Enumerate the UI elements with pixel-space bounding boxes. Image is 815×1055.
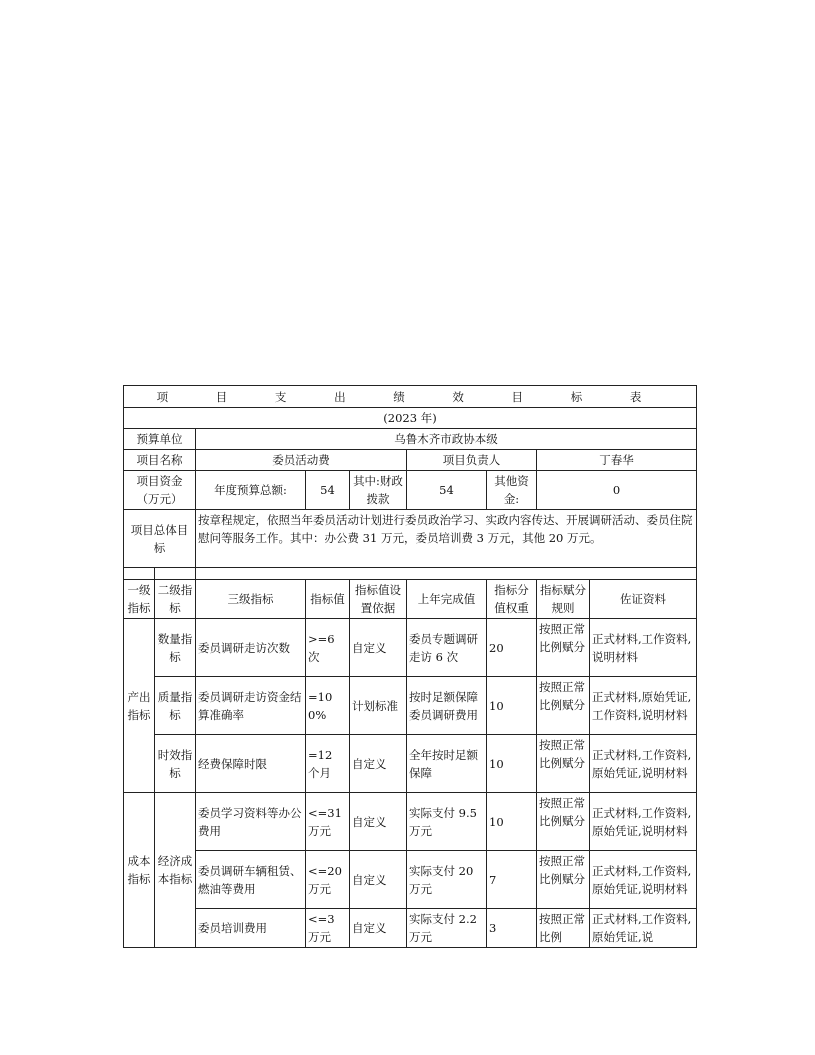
group-quantity: 数量指标 — [155, 619, 196, 677]
project-name-row — [124, 450, 697, 471]
row-evidence: 正式材料,工作资料,说明材料 — [590, 619, 697, 677]
row-basis: 自定义 — [350, 909, 407, 948]
table-row — [124, 851, 697, 909]
header-level1: 一级指标 — [124, 580, 155, 619]
header-value: 指标值 — [306, 580, 350, 619]
row-value: =12 个月 — [306, 735, 350, 793]
row-value: >=6 次 — [306, 619, 350, 677]
table-row — [124, 909, 697, 948]
group-cost: 成本指标 — [124, 793, 155, 948]
table-row — [124, 619, 697, 677]
row-rule: 按照正常比例赋分 — [537, 735, 590, 793]
fiscal-allocation-value: 54 — [407, 471, 487, 510]
header-evidence: 佐证资料 — [590, 580, 697, 619]
row-value: <=3 万元 — [306, 909, 350, 948]
spacer-cell — [196, 568, 697, 580]
budget-unit-label: 预算单位 — [124, 429, 196, 450]
header-level3: 三级指标 — [196, 580, 306, 619]
row-basis: 计划标准 — [350, 677, 407, 735]
project-leader-value: 丁春华 — [537, 450, 697, 471]
row-rule: 按照正常比例赋分 — [537, 619, 590, 677]
row-basis: 自定义 — [350, 793, 407, 851]
project-leader-label: 项目负责人 — [407, 450, 537, 471]
row-weight: 3 — [487, 909, 537, 948]
row-last-year: 委员专题调研走访 6 次 — [407, 619, 487, 677]
budget-unit-row — [124, 429, 697, 450]
row-value: <=31 万元 — [306, 793, 350, 851]
header-rule: 指标赋分规则 — [537, 580, 590, 619]
row-level3: 委员培训费用 — [196, 909, 306, 948]
row-value: <=20 万元 — [306, 851, 350, 909]
group-economic-cost: 经济成本指标 — [155, 793, 196, 948]
header-weight: 指标分值权重 — [487, 580, 537, 619]
project-funds-label: 项目资金（万元） — [124, 471, 196, 510]
row-level3: 经费保障时限 — [196, 735, 306, 793]
table-row — [124, 677, 697, 735]
row-last-year: 全年按时足额保障 — [407, 735, 487, 793]
row-last-year: 实际支付 20 万元 — [407, 851, 487, 909]
table-row — [124, 735, 697, 793]
row-weight: 10 — [487, 677, 537, 735]
row-weight: 20 — [487, 619, 537, 677]
performance-target-table — [123, 385, 697, 948]
table-row — [124, 793, 697, 851]
spacer-cell — [155, 568, 196, 580]
header-last-year: 上年完成值 — [407, 580, 487, 619]
row-last-year: 实际支付 2.2 万元 — [407, 909, 487, 948]
group-quality: 质量指标 — [155, 677, 196, 735]
header-row — [124, 580, 697, 619]
spacer-row — [124, 568, 697, 580]
row-value: =100% — [306, 677, 350, 735]
row-weight: 7 — [487, 851, 537, 909]
row-evidence: 正式材料,工作资料,原始凭证,说明材料 — [590, 735, 697, 793]
row-evidence: 正式材料,原始凭证,工作资料,说明材料 — [590, 677, 697, 735]
row-rule: 按照正常比例 — [537, 909, 590, 948]
overall-goal-text: 按章程规定，依照当年委员活动计划进行委员政治学习、实政内容传达、开展调研活动、委员住院慰问等服务工作。其中：办公费 31 万元，委员培训费 3 万元，其他 20 万元。 — [196, 510, 697, 568]
row-rule: 按照正常比例赋分 — [537, 793, 590, 851]
group-timeliness: 时效指标 — [155, 735, 196, 793]
row-level3: 委员调研车辆租赁、燃油等费用 — [196, 851, 306, 909]
header-basis: 指标值设置依据 — [350, 580, 407, 619]
row-level3: 委员调研走访资金结算准确率 — [196, 677, 306, 735]
overall-goal-row — [124, 510, 697, 568]
row-rule: 按照正常比例赋分 — [537, 677, 590, 735]
row-evidence: 正式材料,工作资料,原始凭证,说明材料 — [590, 793, 697, 851]
budget-unit-value: 乌鲁木齐市政协本级 — [196, 429, 697, 450]
row-evidence: 正式材料,工作资料,原始凭证,说 — [590, 909, 697, 948]
other-funds-value: 0 — [537, 471, 697, 510]
fiscal-allocation-label: 其中:财政拨款 — [350, 471, 407, 510]
row-basis: 自定义 — [350, 619, 407, 677]
row-last-year: 实际支付 9.5 万元 — [407, 793, 487, 851]
other-funds-label: 其他资金: — [487, 471, 537, 510]
project-name-label: 项目名称 — [124, 450, 196, 471]
row-weight: 10 — [487, 793, 537, 851]
annual-budget-label: 年度预算总额: — [196, 471, 306, 510]
year-row — [124, 408, 697, 429]
row-evidence: 正式材料,工作资料,原始凭证,说明材料 — [590, 851, 697, 909]
row-rule: 按照正常比例赋分 — [537, 851, 590, 909]
overall-goal-label: 项目总体目标 — [124, 510, 196, 568]
row-basis: 自定义 — [350, 851, 407, 909]
project-name-value: 委员活动费 — [196, 450, 407, 471]
row-basis: 自定义 — [350, 735, 407, 793]
group-output: 产出指标 — [124, 619, 155, 793]
header-level2: 二级指标 — [155, 580, 196, 619]
row-level3: 委员学习资料等办公费用 — [196, 793, 306, 851]
row-weight: 10 — [487, 735, 537, 793]
row-last-year: 按时足额保障委员调研费用 — [407, 677, 487, 735]
table-title: 项 目 支 出 绩 效 目 标 表 — [124, 386, 697, 408]
annual-budget-value: 54 — [306, 471, 350, 510]
table-title-row — [124, 386, 697, 408]
spacer-cell — [124, 568, 155, 580]
table-year: (2023 年) — [124, 408, 697, 429]
project-funds-row — [124, 471, 697, 510]
row-level3: 委员调研走访次数 — [196, 619, 306, 677]
